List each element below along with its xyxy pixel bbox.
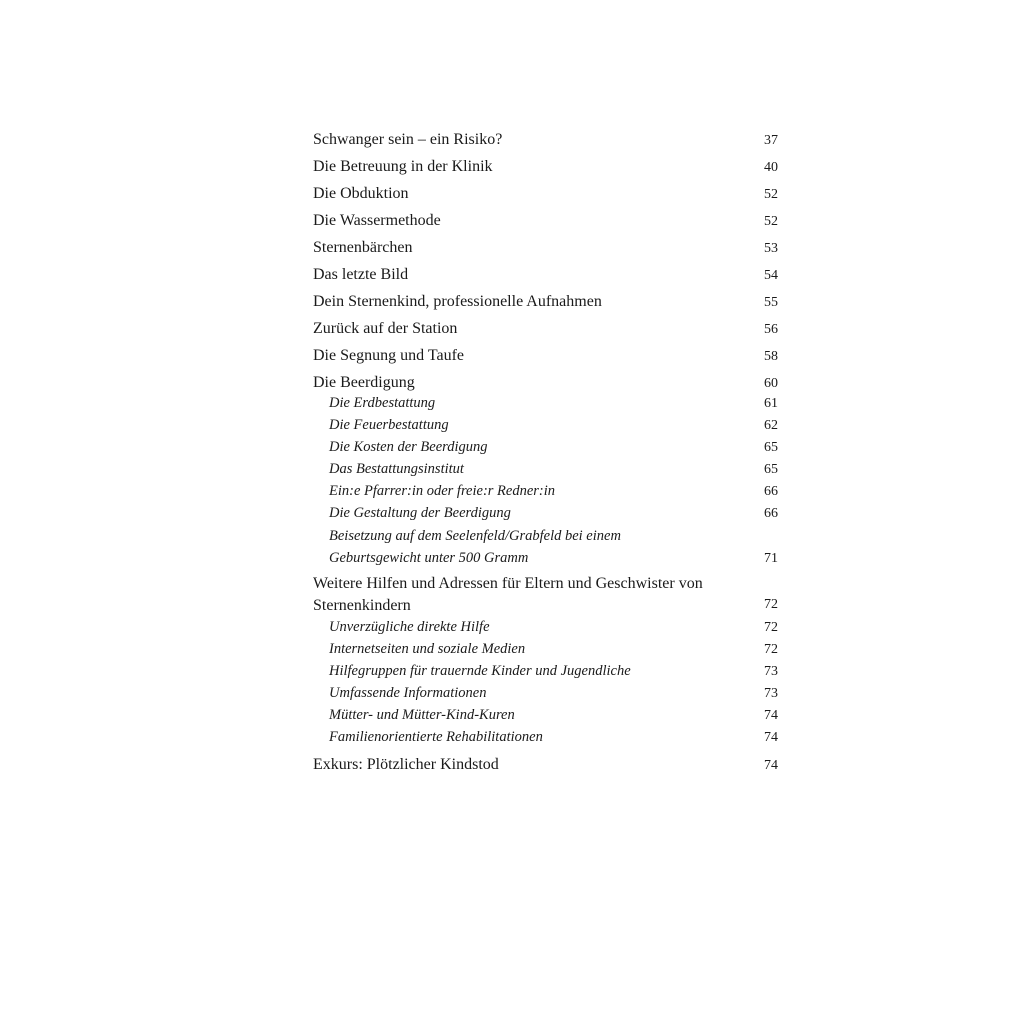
toc-subentry-page: 61 — [764, 396, 778, 411]
toc-subentry-title: Umfassende Informationen — [329, 685, 487, 701]
toc-entry-page: 58 — [764, 349, 778, 364]
toc-subentry-title: Die Gestaltung der Beerdigung — [329, 505, 511, 521]
toc-subentry[interactable] — [313, 437, 778, 459]
toc-entry-page: 37 — [764, 133, 778, 148]
toc-entry-page: 52 — [764, 187, 778, 202]
toc-entry-page: 60 — [764, 376, 778, 391]
toc-entry-title: Das letzte Bild — [313, 266, 409, 283]
toc-entry-page: 52 — [764, 214, 778, 229]
toc-entry[interactable] — [313, 236, 778, 263]
toc-subentry[interactable] — [313, 683, 778, 705]
toc-subentry-page: 73 — [764, 686, 778, 701]
toc-subentry-title: Die Erdbestattung — [329, 395, 436, 411]
toc-subentry-page: 73 — [764, 664, 778, 679]
toc-subentry-page: 72 — [764, 620, 778, 635]
toc-entry[interactable] — [313, 290, 778, 317]
toc-subentry[interactable] — [313, 393, 778, 415]
toc-entry[interactable] — [313, 263, 778, 290]
toc-subentry[interactable] — [313, 481, 778, 503]
toc-entry-title: Zurück auf der Station — [313, 320, 458, 337]
table-of-contents — [313, 128, 778, 780]
toc-subentry-page: 72 — [764, 642, 778, 657]
toc-entry[interactable] — [313, 317, 778, 344]
toc-subentry-title: Ein:e Pfarrer:in oder freie:r Redner:in — [329, 483, 556, 499]
toc-subentry-page: 74 — [764, 730, 778, 745]
toc-subentry-page: 71 — [764, 551, 778, 566]
toc-entry[interactable] — [313, 128, 778, 155]
toc-entry-page: 53 — [764, 241, 778, 256]
toc-subentry[interactable] — [313, 705, 778, 727]
toc-subentry[interactable] — [313, 661, 778, 683]
toc-entry-page: 56 — [764, 322, 778, 337]
toc-entry-title: Die Obduktion — [313, 185, 409, 202]
toc-subentry-title: Internetseiten und soziale Medien — [329, 641, 526, 657]
toc-entry-title: Die Beerdigung — [313, 374, 415, 391]
toc-entry-page: 72 — [764, 597, 778, 612]
toc-subentry-page: 65 — [764, 440, 778, 455]
toc-subentry-title: Die Feuerbestattung — [329, 417, 449, 433]
toc-entry[interactable] — [313, 344, 778, 371]
toc-subentry-title: Hilfegruppen für trauernde Kinder und Jugendliche — [329, 663, 631, 679]
toc-entry[interactable] — [313, 371, 778, 395]
toc-entry-page: 55 — [764, 295, 778, 310]
toc-entry[interactable] — [313, 155, 778, 182]
toc-subentry-title: Das Bestattungsinstitut — [329, 461, 464, 477]
toc-entry-title: Exkurs: Plötzlicher Kindstod — [313, 756, 499, 773]
toc-subentry[interactable] — [313, 617, 778, 639]
toc-subentry-page: 65 — [764, 462, 778, 477]
toc-subentry[interactable] — [313, 415, 778, 437]
toc-entry-page: 74 — [764, 758, 778, 773]
toc-subentry-title: Unverzügliche direkte Hilfe — [329, 619, 490, 635]
toc-subentry-page: 74 — [764, 708, 778, 723]
toc-entry[interactable] — [313, 753, 778, 780]
toc-entry-title: Die Betreuung in der Klinik — [313, 158, 493, 175]
toc-entry-title: Die Wassermethode — [313, 212, 441, 229]
toc-entry[interactable] — [313, 209, 778, 236]
toc-entry-title: Schwanger sein – ein Risiko? — [313, 131, 503, 148]
toc-subentry[interactable] — [313, 503, 778, 525]
toc-entry-page: 40 — [764, 160, 778, 175]
toc-entry[interactable] — [313, 573, 778, 617]
toc-entry-page: 54 — [764, 268, 778, 283]
toc-subentry[interactable] — [313, 525, 778, 569]
toc-entry-title: Die Segnung und Taufe — [313, 347, 464, 364]
toc-subentry-title: Mütter- und Mütter-Kind-Kuren — [329, 707, 515, 723]
toc-entry-title: Sternenbärchen — [313, 239, 413, 256]
toc-subentry[interactable] — [313, 639, 778, 661]
toc-subentry-title: Die Kosten der Beerdigung — [329, 439, 488, 455]
toc-subentry-page: 62 — [764, 418, 778, 433]
toc-subentry-title: Beisetzung auf dem Seelenfeld/Grabfeld bei einem Geburtsgewicht unter 500 Gramm — [329, 528, 621, 566]
toc-entry-title: Weitere Hilfen und Adressen für Eltern und Geschwister von Sternenkindern — [313, 575, 703, 614]
toc-subentry-page: 66 — [764, 506, 778, 521]
toc-subentry[interactable] — [313, 459, 778, 481]
toc-entry-title: Dein Sternenkind, professionelle Aufnahmen — [313, 293, 602, 310]
toc-subentry-page: 66 — [764, 484, 778, 499]
toc-entry[interactable] — [313, 182, 778, 209]
toc-subentry-title: Familienorientierte Rehabilitationen — [329, 729, 543, 745]
toc-subentry[interactable] — [313, 727, 778, 749]
